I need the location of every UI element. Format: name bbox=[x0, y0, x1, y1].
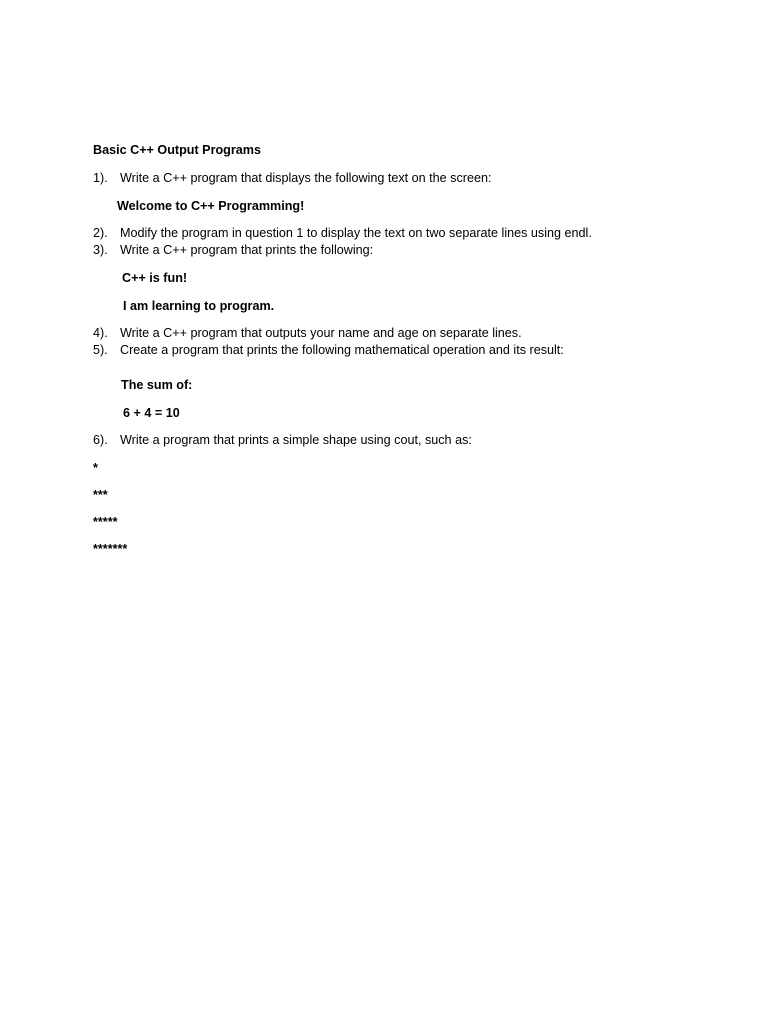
question-number: 4). bbox=[93, 326, 108, 340]
shape-row-1: * bbox=[93, 461, 98, 475]
shape-row-3: ***** bbox=[93, 515, 118, 529]
question-text: Write a C++ program that prints the following: bbox=[120, 243, 374, 257]
question-text: Create a program that prints the following mathematical operation and its result: bbox=[120, 343, 564, 357]
question-number: 3). bbox=[93, 243, 108, 257]
example-sum-equation: 6 + 4 = 10 bbox=[123, 406, 180, 420]
question-text: Modify the program in question 1 to display the text on two separate lines using endl. bbox=[120, 226, 592, 240]
example-cpp-fun: C++ is fun! bbox=[122, 271, 188, 285]
question-number: 1). bbox=[93, 171, 108, 185]
question-number: 2). bbox=[93, 226, 108, 240]
question-number: 5). bbox=[93, 343, 108, 357]
document-title: Basic C++ Output Programs bbox=[93, 143, 261, 157]
example-welcome: Welcome to C++ Programming! bbox=[117, 199, 305, 213]
question-text: Write a C++ program that displays the following text on the screen: bbox=[120, 171, 492, 185]
shape-row-2: *** bbox=[93, 488, 108, 502]
question-text: Write a C++ program that outputs your name and age on separate lines. bbox=[120, 326, 522, 340]
shape-row-4: ******* bbox=[93, 542, 128, 556]
question-text: Write a program that prints a simple shape using cout, such as: bbox=[120, 433, 472, 447]
question-number: 6). bbox=[93, 433, 108, 447]
example-sum-label: The sum of: bbox=[121, 378, 193, 392]
example-learning: I am learning to program. bbox=[123, 299, 275, 313]
